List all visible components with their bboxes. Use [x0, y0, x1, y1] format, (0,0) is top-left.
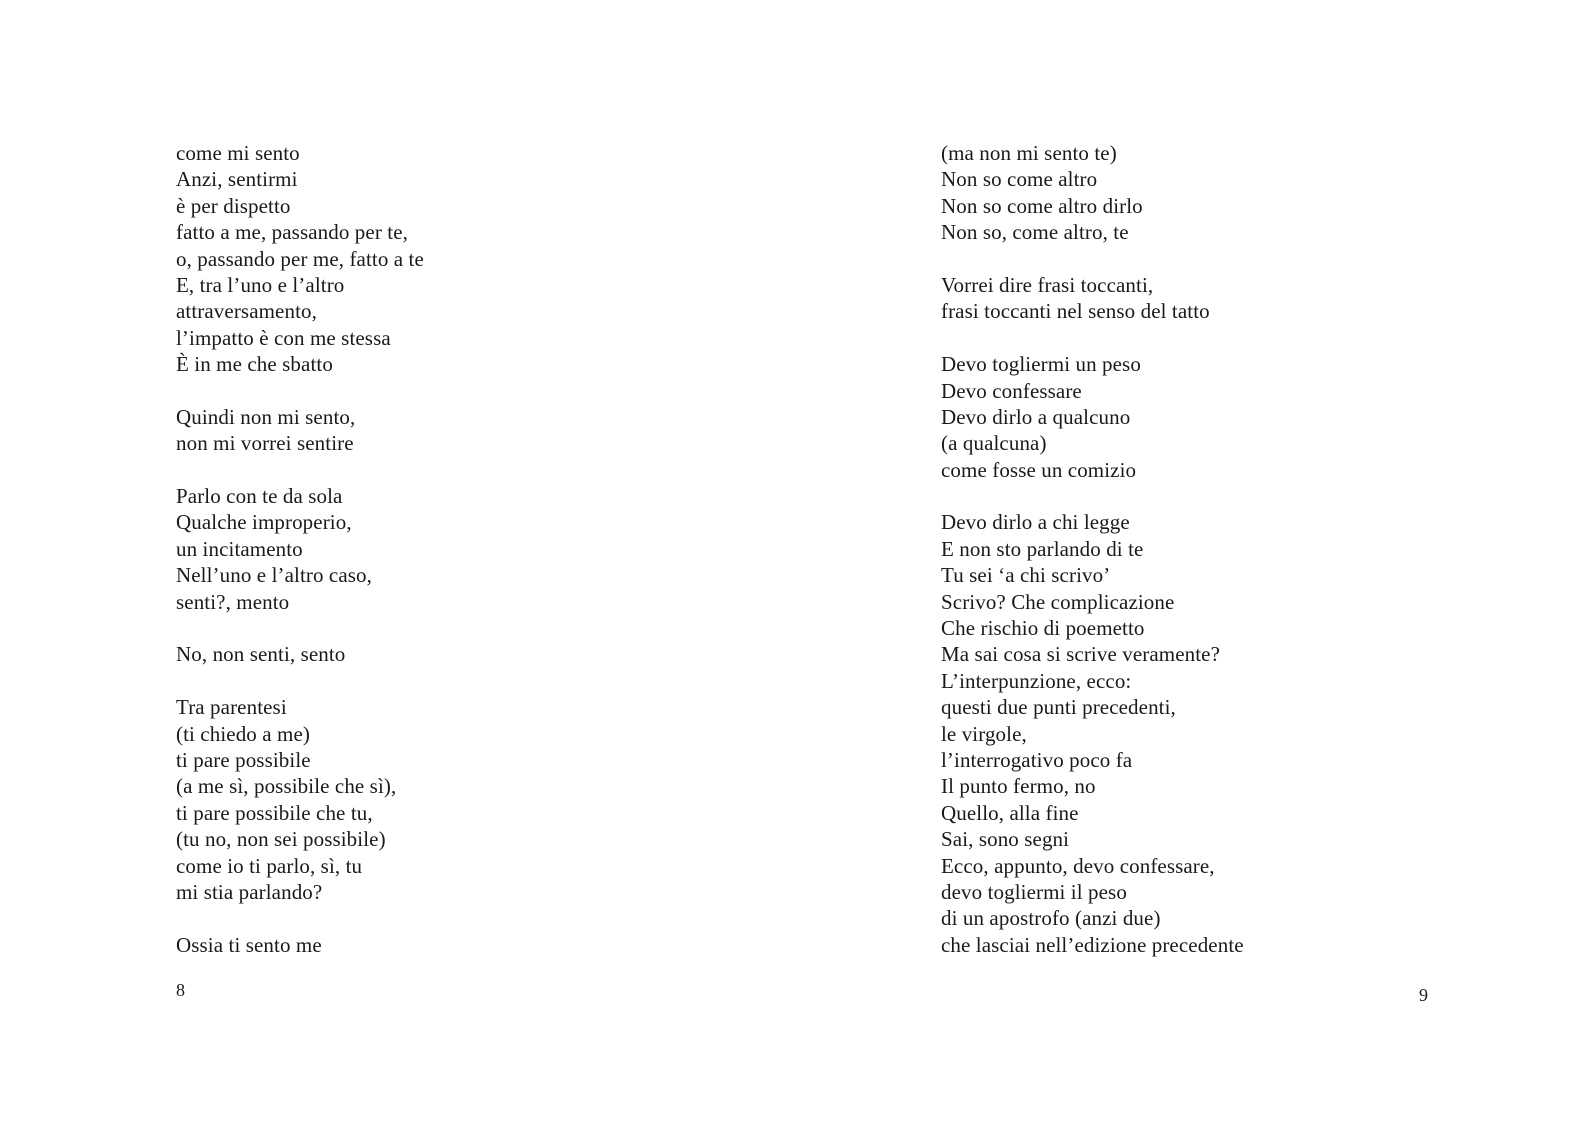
verse-line: attraversamento, [176, 299, 317, 324]
verse-line: Ossia ti sento me [176, 932, 322, 957]
verse-line: Non so come altro dirlo [941, 193, 1143, 218]
stanza [941, 509, 1244, 958]
page-number: 9 [1419, 985, 1428, 1005]
page-number: 8 [176, 980, 185, 1000]
verse-line: Ecco, appunto, devo confessare, [941, 853, 1215, 878]
verse-line: Devo togliermi un peso [941, 352, 1141, 377]
verse-line: l’interrogativo poco fa [941, 747, 1133, 772]
verse-line: Non so, come altro, te [941, 220, 1129, 245]
verse-line: l’impatto è con me stessa [176, 325, 391, 350]
verse-line: Tra parentesi [176, 695, 287, 720]
verse-line: Tu sei ‘a chi scrivo’ [941, 563, 1111, 588]
verse-line: fatto a me, passando per te, [176, 220, 408, 245]
verse-line: o, passando per me, fatto a te [176, 246, 424, 271]
verse-line: Devo dirlo a qualcuno [941, 404, 1131, 429]
verse-line: (tu no, non sei possibile) [176, 827, 386, 852]
stanza [941, 140, 1244, 246]
verse-line: Vorrei dire frasi toccanti, [941, 272, 1154, 297]
verse-line: Quindi non mi sento, [176, 404, 356, 429]
verse-line: di un apostrofo (anzi due) [941, 906, 1161, 931]
left-page-text [176, 140, 424, 958]
verse-line: È in me che sbatto [176, 352, 333, 377]
verse-line: (ma non mi sento te) [941, 141, 1117, 165]
verse-line: E, tra l’uno e l’altro [176, 272, 345, 297]
right-page-text [941, 140, 1244, 958]
stanza [176, 140, 424, 378]
stanza [176, 932, 424, 958]
stanza [941, 272, 1244, 325]
stanza [176, 404, 424, 457]
verse-line: senti?, mento [176, 589, 290, 614]
verse-line: Qualche improperio, [176, 510, 352, 535]
verse-line: L’interpunzione, ecco: [941, 668, 1132, 693]
verse-line: Devo confessare [941, 378, 1082, 403]
verse-line: le virgole, [941, 721, 1027, 746]
verse-line: Anzi, sentirmi [176, 167, 298, 192]
verse-line: Nell’uno e l’altro caso, [176, 563, 372, 588]
right-page [797, 0, 1594, 1122]
verse-line: che lasciai nell’edizione precedente [941, 932, 1244, 957]
stanza [176, 641, 424, 667]
verse-line: mi stia parlando? [176, 879, 323, 904]
verse-line: (ti chiedo a me) [176, 721, 310, 746]
verse-line: come mi sento [176, 141, 300, 165]
verse-line: Scrivo? Che complicazione [941, 589, 1175, 614]
verse-line: (a me sì, possibile che sì), [176, 774, 397, 799]
stanza [176, 483, 424, 615]
stanza [176, 694, 424, 905]
verse-line: devo togliermi il peso [941, 879, 1127, 904]
verse-line: (a qualcuna) [941, 431, 1047, 456]
verse-line: questi due punti precedenti, [941, 695, 1176, 720]
verse-line: E non sto parlando di te [941, 536, 1144, 561]
verse-line: Il punto fermo, no [941, 774, 1096, 799]
verse-line: Che rischio di poemetto [941, 616, 1145, 641]
verse-line: Devo dirlo a chi legge [941, 510, 1130, 535]
verse-line: non mi vorrei sentire [176, 431, 354, 456]
verse-line: ti pare possibile [176, 747, 311, 772]
verse-line: un incitamento [176, 536, 303, 561]
verse-line: Parlo con te da sola [176, 484, 343, 509]
stanza [941, 351, 1244, 483]
verse-line: Quello, alla fine [941, 800, 1079, 825]
verse-line: frasi toccanti nel senso del tatto [941, 299, 1210, 324]
verse-line: Non so come altro [941, 167, 1098, 192]
verse-line: Ma sai cosa si scrive veramente? [941, 642, 1220, 667]
verse-line: come fosse un comizio [941, 457, 1137, 482]
verse-line: No, non senti, sento [176, 642, 346, 667]
verse-line: è per dispetto [176, 193, 291, 218]
verse-line: come io ti parlo, sì, tu [176, 853, 363, 878]
verse-line: Sai, sono segni [941, 827, 1070, 852]
verse-line: ti pare possibile che tu, [176, 800, 373, 825]
